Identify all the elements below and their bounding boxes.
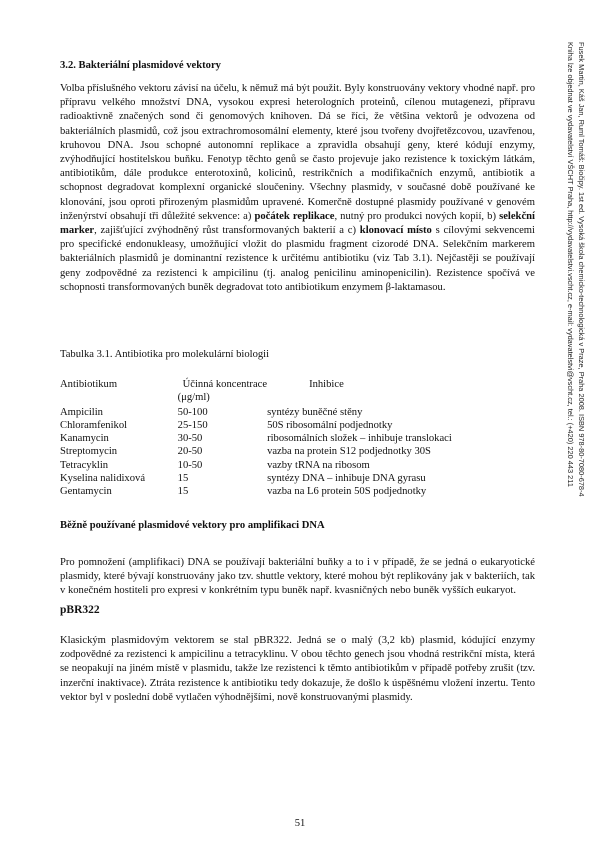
table-row	[60, 459, 535, 472]
cell-inhibition: 50S ribosomální podjednotky	[267, 419, 393, 431]
subsection-heading-pbr322: pBR322	[60, 604, 100, 616]
cell-inhibition: ribosomálních složek – inhibuje translokaci	[267, 433, 452, 445]
cell-concentration: 25-150	[177, 419, 208, 431]
paragraph-text: Volba příslušného vektoru závisí na účelu, k němuž má být použit. Byly konstruovány vektory vhodné např. pro přípravu velkého množství DNA, vysokou expresi heterologních proteinů, cílenou mutagenezi, přípravu radioaktivně značených sond či genomových knihoven. Dá se říci, že většina vektorů je odvozena od bakteriálních plasmidů, což jsou extrachromosomální elementy, které jsou tvořeny dvojřetězcovou, uzavřenou, kruhovou DNA. Jsou schopné autonomní replikace a zpravidla obsahují geny, které kódují enzymy, zvýhodňující hostitelskou buňku. Fenotyp těchto genů se často projevuje jako rezistence k toxickým látkám, antibiotikům, dále produkce enterotoxinů, kolicinů, restrikčních a modifikačních enzymů, antibiotik a schopnost degradovat komplexní organické sloučeniny. Všechny plasmidy, v současné době používané ke klonování, jsou oproti přirozeným plasmidům upravené. Komerčně dostupné plasmidy používané v genovém inženýrství obsahují tři důležité sekvence: a)	[60, 83, 535, 222]
cell-inhibition: vazba na L6 protein 50S podjednotky	[267, 486, 427, 498]
table-header-row	[60, 378, 535, 391]
table-row	[60, 445, 535, 458]
table-caption: Tabulka 3.1. Antibiotika pro molekulární biologii	[60, 349, 270, 360]
table-row	[60, 432, 535, 445]
paragraph-text: , nutný pro produkci nových kopií, b)	[334, 210, 500, 222]
cell-antibiotic: Kyselina nalidixová	[60, 473, 146, 485]
intro-paragraph	[60, 82, 535, 295]
ordering-info-line: Kniha lze objednat ve vydavatelství VŠCHT Praha, http://vydavatelstvi.vscht.cz, e-mail: vydavatelstvi@vscht.cz, tel.: (+420) 220 443 211	[566, 42, 575, 487]
cell-antibiotic: Tetracyklin	[60, 459, 109, 471]
bold-term-cloning-site: klonovací místo	[359, 225, 432, 237]
cell-inhibition: vazba na protein S12 podjednotky 30S	[267, 446, 431, 458]
cell-concentration: 15	[177, 486, 189, 498]
cell-concentration: 15	[177, 473, 189, 485]
cell-inhibition: syntézy DNA – inhibuje DNA gyrasu	[267, 473, 426, 485]
header-concentration: Účinná koncentrace	[182, 379, 268, 390]
citation-sidebar	[560, 42, 592, 642]
page-number: 51	[294, 818, 306, 829]
unit-row	[60, 391, 535, 405]
cell-antibiotic: Chloramfenikol	[60, 419, 128, 431]
cell-inhibition: vazby tRNA na ribosom	[267, 459, 370, 471]
cell-concentration: 30-50	[177, 433, 203, 445]
paragraph-text: , zajišťující zvýhodněný růst transformovaných bakterií a c)	[94, 225, 360, 237]
pbr322-paragraph: Klasickým plasmidovým vektorem se stal pBR322. Jedná se o malý (3,2 kb) plasmid, kódující enzymy zodpovědné za rezistenci k ampicilinu a tetracyklinu. V obou těchto genech jsou vhodná restrikční místa, která se neopakují na jiném místě v plasmidu, takže lze rezistenci k těmto antibiotikům v případě potřeby zrušit (tzv. inzerční inaktivace). Ztráta rezistence k antibiotiku tedy dokazuje, že došlo k úspěšnému vložení inzertu. Tento vektor byl v poslední době vytlačen výhodnějšími, nově konstruovanými plasmidy.	[60, 635, 535, 703]
cell-concentration: 20-50	[177, 446, 203, 458]
concentration-unit: (μg/ml)	[177, 392, 210, 404]
table-row	[60, 485, 535, 498]
cell-concentration: 10-50	[177, 459, 203, 471]
table-row	[60, 406, 535, 419]
header-antibiotic: Antibiotikum	[60, 379, 118, 390]
header-inhibition: Inhibice	[309, 379, 344, 390]
bold-term-selection-marker: selekční marker	[60, 210, 535, 237]
amplification-paragraph: Pro pomnožení (amplifikaci) DNA se používají bakteriální buňky a to i v případě, že se jedná o eukaryotické plasmidy, které bývají konstruovány jako tzv. shuttle vektory, které mohou být replikovány jak v bakteriích, tak v konečném hostiteli pro expresi v konkrétním typu buněk např. kvasničných nebo buněk vyšších eukaryot.	[60, 557, 535, 597]
cell-concentration: 50-100	[177, 406, 208, 418]
cell-antibiotic: Ampicilin	[60, 406, 103, 418]
table-row	[60, 472, 535, 485]
antibiotics-table	[60, 378, 535, 499]
table-row	[60, 419, 535, 432]
cell-inhibition: syntézy buněčné stěny	[267, 406, 363, 418]
cell-antibiotic: Streptomycin	[60, 446, 118, 458]
paragraph-text: s cílovými sekvencemi pro specifické endonukleasy, umožňující vložit do plasmidu fragment cizorodé DNA. Selekčním markerem bakteriálních plasmidů je dominantní rezistence k určitému antibiotiku (viz Tab 3.1). Nejčastěji se používají geny zodpovědné za rezistenci k ampicilinu (tj. analog penicilinu aminopenicilin). Rezistence spočívá ve schopnosti transformovaných buněk degradovat toto antibiotikum enzymem β-laktamasou.	[60, 225, 535, 293]
bold-term-replication-origin: počátek replikace	[254, 210, 335, 222]
section-heading: 3.2. Bakteriální plasmidové vektory	[60, 60, 221, 71]
citation-line: Fusek Martin, Káš Jan, Ruml Tomáš: Biočipy. 1st ed. Vysoká škola chemicko-technologická v Praze, Praha 2008. ISBN 978-80-7080-678-4	[577, 42, 586, 497]
subsection-heading-amplification: Běžně používané plasmidové vektory pro amplifikaci DNA	[60, 520, 325, 531]
cell-antibiotic: Kanamycin	[60, 433, 109, 445]
cell-antibiotic: Gentamycin	[60, 486, 112, 498]
